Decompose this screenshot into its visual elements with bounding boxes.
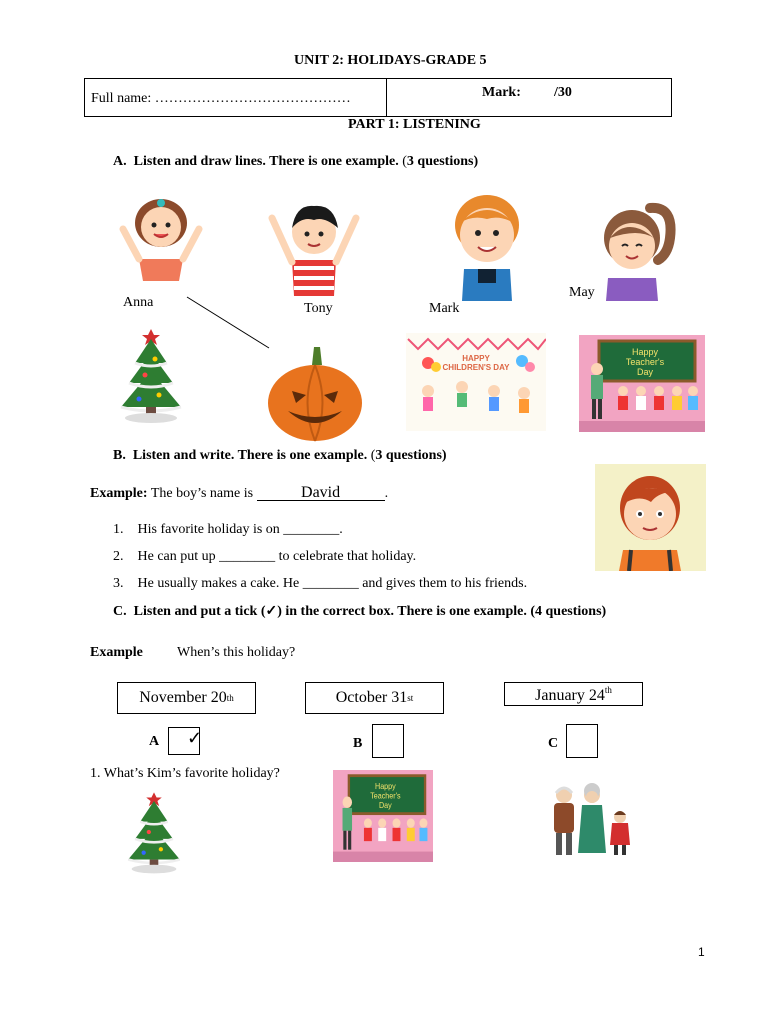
teachers-day-picture	[579, 335, 705, 432]
tony-picture	[262, 198, 366, 296]
tick-box-c[interactable]	[566, 724, 598, 758]
option-b-label: B	[353, 736, 363, 751]
section-c-heading: C. Listen and put a tick (✓) in the correct box. There is one example. (4 questions)	[113, 604, 607, 619]
date-box-c: January 24 $^{th}$	[504, 682, 643, 706]
name-tony: Tony	[304, 301, 333, 316]
tick-box-a[interactable]	[168, 727, 203, 755]
full-name-field[interactable]: Full name: ……………………………………	[91, 91, 351, 106]
option-a-label: A	[149, 734, 160, 749]
teachers-day-text: Happy Teacher's Day	[625, 347, 665, 377]
name-anna: Anna	[123, 295, 154, 310]
example-c-question: When’s this holiday?	[177, 645, 296, 660]
table-divider	[386, 79, 387, 116]
mark-label: Mark:	[482, 85, 521, 100]
example-line	[185, 295, 271, 351]
name-may: May	[569, 285, 595, 300]
part-heading: PART 1: LISTENING	[348, 117, 481, 132]
teachers-day-option-text: Happy Teacher's Day	[370, 781, 401, 811]
section-b-heading: B. Listen and write. There is one example. (3 questions)	[113, 448, 447, 463]
mark-value[interactable]: /30	[554, 85, 572, 100]
example-b: Example: The boy’s name is David .	[90, 484, 389, 501]
date-box-a: November 20 th	[117, 682, 256, 714]
christmas-tree-option-picture	[123, 788, 185, 876]
page-number: 1	[698, 945, 705, 959]
grandparents-picture	[546, 783, 636, 858]
question-b-2: 2. He can put up ________ to celebrate that holiday.	[113, 549, 417, 564]
example-answer: David	[257, 485, 385, 501]
page-title: UNIT 2: HOLIDAYS-GRADE 5	[294, 53, 487, 68]
boy-picture	[595, 464, 706, 571]
header-table	[84, 78, 672, 117]
pumpkin-picture	[266, 343, 364, 443]
question-b-3: 3. He usually makes a cake. He ________ and gives them to his friends.	[113, 576, 528, 591]
teachers-day-option-picture	[333, 770, 433, 862]
example-c-label: Example	[90, 645, 143, 660]
mark-picture	[450, 193, 524, 301]
question-b-1: 1. His favorite holiday is on ________.	[113, 522, 343, 537]
childrens-day-picture	[406, 333, 546, 431]
date-box-b: October 31 st	[305, 682, 444, 714]
question-c-1: 1. What’s Kim’s favorite holiday?	[90, 766, 280, 781]
may-picture	[598, 198, 676, 301]
tick-box-b[interactable]	[372, 724, 404, 758]
christmas-tree-picture	[115, 325, 187, 425]
anna-picture	[117, 189, 205, 281]
tick-mark-icon: ✓	[187, 728, 203, 748]
childrens-day-text: HAPPY CHILDREN'S DAY	[442, 354, 510, 372]
option-c-label: C	[548, 736, 559, 751]
section-a-heading: A. Listen and draw lines. There is one example. (3 questions)	[113, 154, 479, 169]
name-mark: Mark	[429, 301, 460, 316]
